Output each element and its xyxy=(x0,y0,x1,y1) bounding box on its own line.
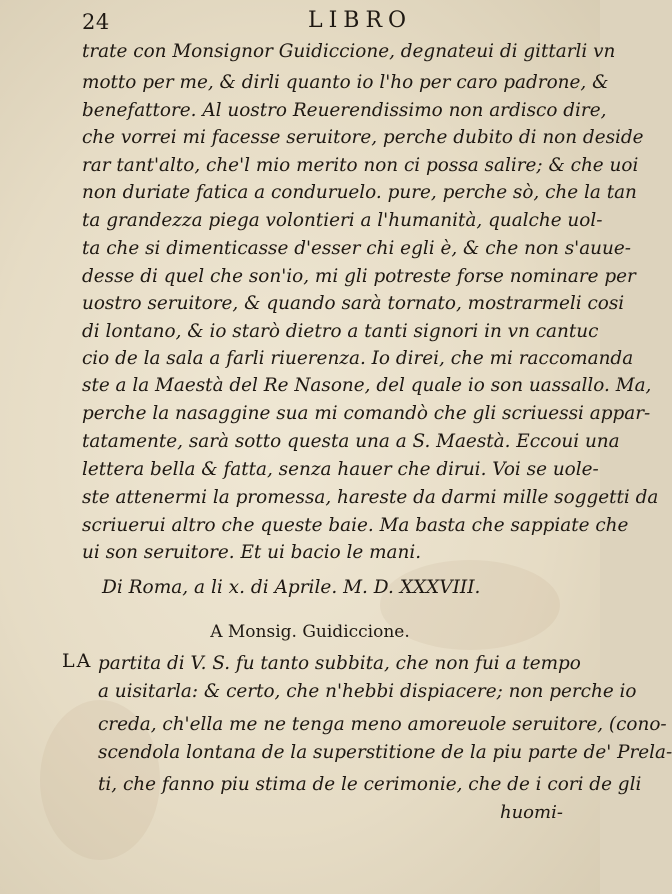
text-line: non duriate fatica a conduruelo. pure, perche sò, che la tan xyxy=(82,182,637,203)
text-line: motto per me, & dirli quanto io l'ho per caro padrone, & xyxy=(82,72,609,93)
text-line: rar tant'alto, che'l mio merito non ci possa salire; & che uoi xyxy=(82,155,639,176)
text-line: che vorrei mi facesse seruitore, perche dubito di non deside xyxy=(82,127,644,148)
page-number: 24 xyxy=(82,10,110,34)
text-line: ui son seruitore. Et ui bacio le mani. xyxy=(82,542,422,563)
text-line: cio de la sala a farli riuerenza. Io direi, che mi raccomanda xyxy=(82,348,634,369)
letter-signoff: Di Roma, a li x. di Aprile. M. D. XXXVIII. xyxy=(102,577,481,598)
text-line: scendola lontana de la superstitione de la piu parte de' Prela- xyxy=(98,742,672,763)
text-line: ste attenermi la promessa, hareste da darmi mille soggetti da xyxy=(82,487,659,508)
text-line: scriuerui altro che queste baie. Ma basta che sappiate che xyxy=(82,515,629,536)
text-line: desse di quel che son'io, mi gli potreste forse nominare per xyxy=(82,266,636,287)
text-line: ste a la Maestà del Re Nasone, del quale io son uassallo. Ma, xyxy=(82,375,652,396)
text-line: tatamente, sarà sotto questa una a S. Maestà. Eccoui una xyxy=(82,431,620,452)
text-line: creda, ch'ella me ne tenga meno amoreuole seruitore, (cono- xyxy=(98,714,667,735)
text-line: trate con Monsignor Guidiccione, degnateui di gittarli vn xyxy=(82,41,616,62)
initial-letters: LA xyxy=(62,650,93,672)
text-line: perche la nasaggine sua mi comandò che gli scriuessi appar- xyxy=(82,403,651,424)
text-line: ta grandezza piega volontieri a l'humanità, qualche uol- xyxy=(82,210,603,231)
letter-heading: A Monsig. Guidiccione. xyxy=(210,622,410,642)
text-line: di lontano, & io starò dietro a tanti signori in vn cantuc xyxy=(82,321,599,342)
text-line: lettera bella & fatta, senza hauer che dirui. Voi se uole- xyxy=(82,459,599,480)
text-line: ta che si dimenticasse d'esser chi egli è, & che non s'auue- xyxy=(82,238,631,259)
running-head: LIBRO xyxy=(308,8,413,33)
text-line: partita di V. S. fu tanto subbita, che non fui a tempo xyxy=(98,653,581,674)
page-header xyxy=(0,8,600,38)
catchword: huomi- xyxy=(500,802,563,823)
text-line: uostro seruitore, & quando sarà tornato, mostrarmeli cosi xyxy=(82,293,625,314)
text-line: benefattore. Al uostro Reuerendissimo non ardisco dire, xyxy=(82,100,607,121)
text-line: a uisitarla: & certo, che n'hebbi dispiacere; non perche io xyxy=(98,681,637,702)
text-line: ti, che fanno piu stima de le cerimonie, che de i cori de gli xyxy=(98,774,642,795)
